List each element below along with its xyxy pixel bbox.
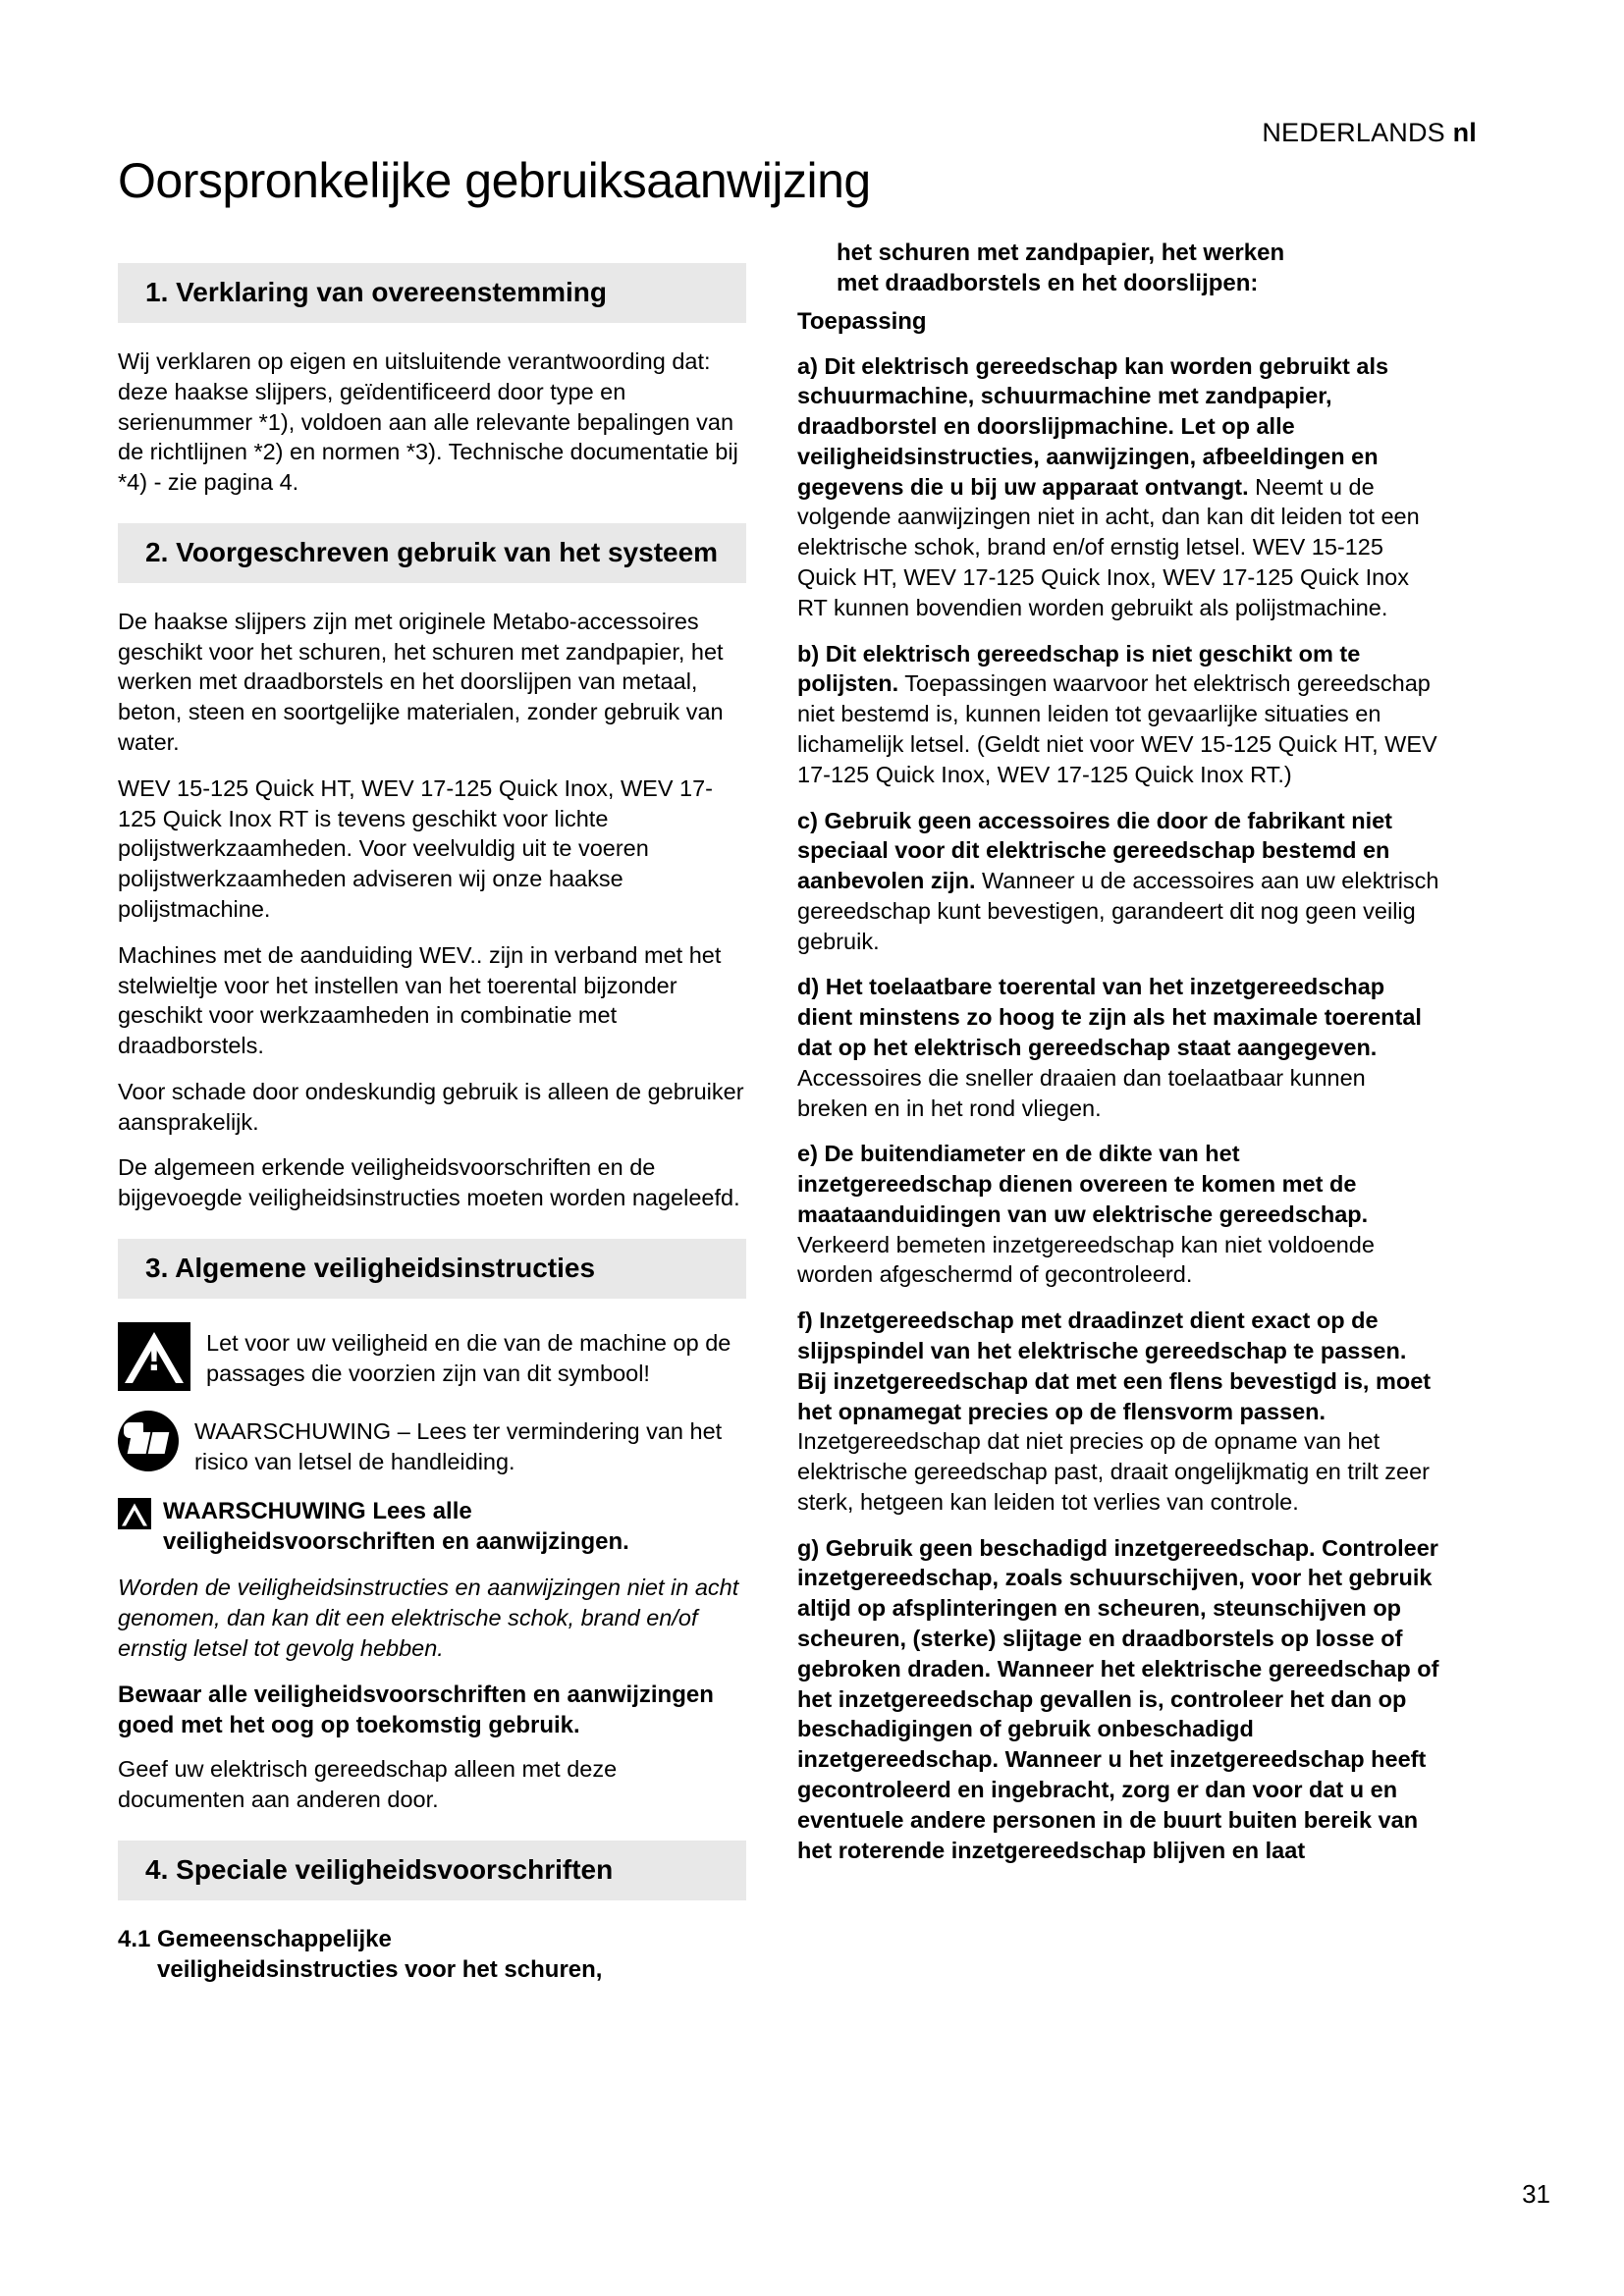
section-2-paragraph-2: WEV 15-125 Quick HT, WEV 17-125 Quick Inox, WEV 17-125 Quick Inox RT is tevens geschikt voor lichte polijstwerkzaamheden. Voor veelvuldig uit te voeren polijstwerkzaamheden adviseren wij onze haakse polijstmachine. (118, 774, 713, 922)
language-name: NEDERLANDS (1262, 118, 1445, 147)
list-item-c-letter: c) (797, 807, 818, 833)
list-item-d (797, 972, 1440, 1123)
toepassing-label: Toepassing (797, 308, 927, 336)
section-heading-1 (118, 263, 746, 323)
section-1-title: Verklaring van overeenstemming (176, 277, 607, 307)
list-item-b-bold: Dit elektrisch gereedschap is niet geschikt om te polijsten. (797, 640, 1361, 697)
subsection-4-1-heading (118, 1924, 746, 1985)
warning-triangle-icon (118, 1322, 190, 1391)
page-header-language (118, 118, 1477, 148)
list-item-a-bold: Dit elektrisch gereedschap kan worden gebruikt als schuurmachine, schuurmachine met zandpapier, draadborstel en doorslijpmachine. Let op alle veiligheidsinstructies, aanwijzingen, afbeeldingen en gegevens die u bij uw apparaat ontvangt. (797, 352, 1389, 500)
section-1-body: Wij verklaren op eigen en uitsluitende verantwoording dat: deze haakse slijpers, geïdentificeerd door type en serienummer *1), voldoen aan alle relevante bepalingen van de richtlijnen *2) en normen *3). Technische documentatie bij *4) - zie pagina 4. (118, 348, 738, 496)
list-item-b-rest: Toepassingen waarvoor het elektrisch gereedschap niet bestemd is, kunnen leiden tot gevaarlijke situaties en lichamelijk letsel. (Geldt niet voor WEV 15-125 Quick HT, WEV 17-125 Quick Inox, WEV 17-125 Quick Inox RT.) (797, 670, 1437, 787)
list-item-g-bold: Gebruik geen beschadigd inzetgereedschap. Controleer inzetgereedschap, zoals schuurschijven, voor het gebruik altijd op afsplinteringen en scheuren, steunschijven op scheuren, (sterke) slijtage en draadborstels op losse of gebroken draden. Wanneer het elektrische gereedschap of het inzetgereedschap gevallen is, controleer het dan op beschadigingen of gebruik onbeschadigd inzetgereedschap. Wanneer u het inzetgereedschap heeft gecontroleerd en ingebracht, zorg er dan voor dat u en eventuele andere personen in de buurt buiten bereik van het roterende inzetgereedschap blijven en laat (797, 1534, 1439, 1863)
page-number: 31 (1522, 2179, 1550, 2209)
list-item-d-letter: d) (797, 974, 820, 1000)
warning-triangle-small-icon (118, 1498, 151, 1529)
list-item-c-bold: Gebruik geen accessoires die door de fabrikant niet speciaal voor dit elektrische gereedschap bestemd en aanbevolen zijn. (797, 807, 1392, 894)
list-item-g-letter: g) (797, 1534, 820, 1561)
list-item-f-letter: f) (797, 1308, 813, 1334)
section-heading-4 (118, 1841, 746, 1900)
section-4-title: Speciale veiligheidsvoorschriften (176, 1853, 614, 1885)
content-columns (118, 238, 1477, 1999)
safety-symbol-note (118, 1322, 746, 1391)
section-4-number: 4. (145, 1853, 169, 1885)
warning-read-all (118, 1496, 746, 1567)
read-manual-note (118, 1411, 746, 1476)
warning-consequences-text: Worden de veiligheidsinstructies en aanwijzingen niet in acht genomen, dan kan dit een elektrische schok, brand en/of ernstig letsel tot gevolg hebben. (118, 1575, 739, 1661)
section-2-number: 2. (145, 536, 169, 567)
section-3-title: Algemene veiligheidsinstructies (175, 1252, 596, 1283)
list-item-e (797, 1139, 1440, 1290)
list-item-b (797, 639, 1440, 790)
section-2-title: Voorgeschreven gebruik van het systeem (176, 536, 719, 567)
subsection-4-1-title-line1: Gemeenschappelijke (157, 1925, 392, 1952)
section-1-number: 1. (145, 277, 169, 307)
read-manual-note-text: WAARSCHUWING – Lees ter vermindering van het risico van letsel de handleiding. (194, 1417, 723, 1474)
read-manual-icon (118, 1411, 179, 1471)
list-item-e-letter: e) (797, 1141, 818, 1167)
subsection-title-cont-line1: het schuren met zandpapier, het werken (837, 240, 1285, 266)
section-2-paragraph-1: De haakse slijpers zijn met originele Metabo-accessoires geschikt voor het schuren, het schuren met zandpapier, het werken met draadborstels en het doorslijpen van metaal, beton, steen en soortgelijke materialen, zonder gebruik van water. (118, 608, 724, 756)
page-title: Oorspronkelijke gebruiksaanwijzing (118, 153, 871, 208)
section-2-paragraph-5: De algemeen erkende veiligheidsvoorschriften en de bijgevoegde veiligheidsinstructies moeten worden nageleefd. (118, 1154, 740, 1211)
list-item-g (797, 1533, 1440, 1866)
section-2-paragraph-4: Voor schade door ondeskundig gebruik is alleen de gebruiker aansprakelijk. (118, 1078, 744, 1135)
subsection-title-cont-line2: met draadborstels en het doorslijpen: (837, 270, 1259, 297)
subsection-4-1-continuation (797, 238, 1440, 298)
section-3-number: 3. (145, 1252, 169, 1283)
list-item-e-bold: De buitendiameter en de dikte van het inzetgereedschap dienen overeen te komen met de maataanduidingen van uw elektrische gereedschap. (797, 1141, 1369, 1227)
list-item-c-rest: Wanneer u de accessoires aan uw elektrisch gereedschap kunt bevestigen, garandeert dit nog geen veilig gebruik. (797, 868, 1439, 954)
list-item-f (797, 1306, 1440, 1517)
list-item-e-rest: Verkeerd bemeten inzetgereedschap kan niet voldoende worden afgeschermd of gecontroleerd. (797, 1231, 1375, 1288)
list-item-a-letter: a) (797, 352, 818, 379)
keep-instructions-rest: Geef uw elektrisch gereedschap alleen met deze documenten aan anderen door. (118, 1756, 618, 1812)
section-2-paragraph-3: Machines met de aanduiding WEV.. zijn in verband met het stelwieltje voor het instellen van het toerental bijzonder geschikt voor werkzaamheden in combinatie met draadborstels. (118, 941, 722, 1059)
list-item-f-rest: Inzetgereedschap dat niet precies op de opname van het elektrische gereedschap past, draait ongelijkmatig en trilt zeer sterk, hetgeen kan leiden tot verlies van controle. (797, 1428, 1430, 1515)
list-item-f-bold: Inzetgereedschap met draadinzet dient exact op de slijpspindel van het elektrische gereedschap te passen. Bij inzetgereedschap dat met een flens bevestigd is, moet het opnamegat precies op de flensvorm passen. (797, 1308, 1432, 1424)
warning-read-all-text: WAARSCHUWING Lees alle veiligheidsvoorschriften en aanwijzingen. (163, 1498, 629, 1556)
list-item-d-bold: Het toelaatbare toerental van het inzetgereedschap dient minstens zo hoog te zijn als het maximale toerental dat op het elektrisch gereedschap staat aangegeven. (797, 974, 1422, 1060)
safety-symbol-note-text: Let voor uw veiligheid en die van de machine op de passages die voorzien zijn van dit symbool! (206, 1329, 731, 1386)
left-column (118, 238, 746, 1999)
language-code: nl (1452, 118, 1477, 147)
list-item-d-rest: Accessoires die sneller draaien dan toelaatbaar kunnen breken en in het rond vliegen. (797, 1064, 1366, 1121)
section-heading-2 (118, 523, 746, 583)
list-item-c (797, 806, 1440, 957)
list-item-b-letter: b) (797, 640, 820, 667)
keep-instructions-bold: Bewaar alle veiligheidsvoorschriften en aanwijzingen goed met het oog op toekomstig gebruik. (118, 1681, 714, 1738)
list-item-a (797, 351, 1440, 623)
right-column (797, 238, 1440, 1881)
subsection-4-1-number: 4.1 (118, 1925, 151, 1952)
section-heading-3 (118, 1239, 746, 1299)
list-item-a-rest: Neemt u de volgende aanwijzingen niet in acht, dan kan dit leiden tot een elektrische schok, brand en/of ernstig letsel. WEV 15-125 Quick HT, WEV 17-125 Quick Inox, WEV 17-125 Quick Inox RT kunnen bovendien worden gebruikt als polijstmachine. (797, 473, 1420, 620)
subsection-4-1-title-line2: veiligheidsinstructies voor het schuren, (157, 1955, 603, 1983)
